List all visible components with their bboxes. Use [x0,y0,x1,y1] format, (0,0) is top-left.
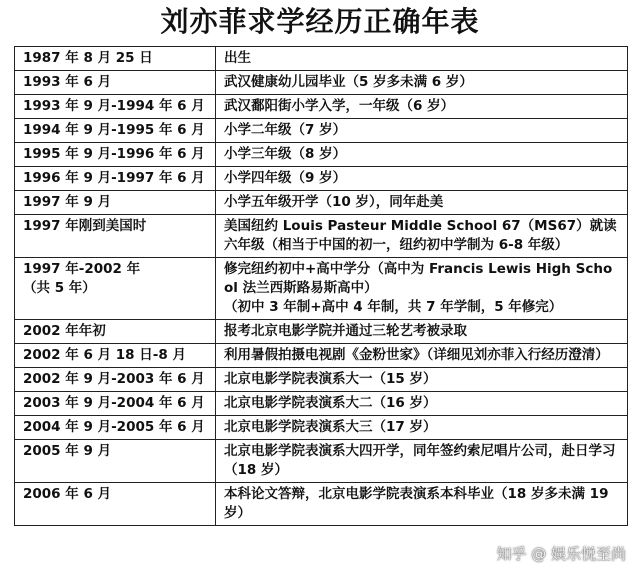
timeline-row [15,392,628,416]
row-event: 武汉鄱阳街小学入学，一年级（6 岁） [216,95,628,119]
timeline-row [15,483,628,526]
row-date: 2002 年 6 月 18 日-8 月 [15,344,216,368]
row-event: 北京电影学院表演系大四开学，同年签约索尼唱片公司，赴日学习（18 岁） [216,440,628,483]
timeline-row [15,71,628,95]
row-event: 本科论文答辩，北京电影学院表演系本科毕业（18 岁多未满 19 岁） [216,483,628,526]
row-date: 2004 年 9 月-2005 年 6 月 [15,416,216,440]
timeline-row [15,119,628,143]
timeline-row [15,258,628,320]
row-date: 2002 年 9 月-2003 年 6 月 [15,368,216,392]
row-date: 1987 年 8 月 25 日 [15,47,216,71]
row-event: 出生 [216,47,628,71]
row-event: 北京电影学院表演系大三（17 岁） [216,416,628,440]
timeline-row [15,320,628,344]
timeline-row [15,215,628,258]
timeline-row [15,440,628,483]
row-event: 报考北京电影学院并通过三轮艺考被录取 [216,320,628,344]
row-event: 北京电影学院表演系大一（15 岁） [216,368,628,392]
timeline-row [15,416,628,440]
timeline-row [15,47,628,71]
row-date: 1994 年 9 月-1995 年 6 月 [15,119,216,143]
timeline-row [15,143,628,167]
timeline-row [15,368,628,392]
row-date: 2006 年 6 月 [15,483,216,526]
row-date: 1995 年 9 月-1996 年 6 月 [15,143,216,167]
timeline-row [15,167,628,191]
row-event: 北京电影学院表演系大二（16 岁） [216,392,628,416]
row-date: 1997 年-2002 年 （共 5 年） [15,258,216,320]
timeline-body [15,47,628,526]
timeline-row [15,344,628,368]
row-date: 1997 年刚到美国时 [15,215,216,258]
row-event: 修完纽约初中+高中学分（高中为 Francis Lewis High School 法兰西斯路易斯高中） （初中 3 年制+高中 4 年制，共 7 年学制，5 年修完） [216,258,628,320]
row-event: 美国纽约 Louis Pasteur Middle School 67（MS67）就读六年级（相当于中国的初一，纽约初中学制为 6-8 年级） [216,215,628,258]
row-event: 武汉健康幼儿园毕业（5 岁多未满 6 岁） [216,71,628,95]
row-event: 小学五年级开学（10 岁），同年赴美 [216,191,628,215]
watermark [496,543,626,564]
timeline-row [15,95,628,119]
row-event: 小学二年级（7 岁） [216,119,628,143]
row-date: 1993 年 6 月 [15,71,216,95]
watermark-text: 知乎 @ 娱乐悦至尚 [496,545,626,563]
row-date: 2002 年年初 [15,320,216,344]
page-title: 刘亦菲求学经历正确年表 [160,5,480,38]
row-event: 小学三年级（8 岁） [216,143,628,167]
row-date: 1993 年 9 月-1994 年 6 月 [15,95,216,119]
row-date: 1997 年 9 月 [15,191,216,215]
timeline-table [14,46,628,526]
row-event: 小学四年级（9 岁） [216,167,628,191]
row-date: 2005 年 9 月 [15,440,216,483]
row-date: 1996 年 9 月-1997 年 6 月 [15,167,216,191]
row-event: 利用暑假拍摄电视剧《金粉世家》（详细见刘亦菲入行经历澄清） [216,344,628,368]
timeline-row [15,191,628,215]
row-date: 2003 年 9 月-2004 年 6 月 [15,392,216,416]
